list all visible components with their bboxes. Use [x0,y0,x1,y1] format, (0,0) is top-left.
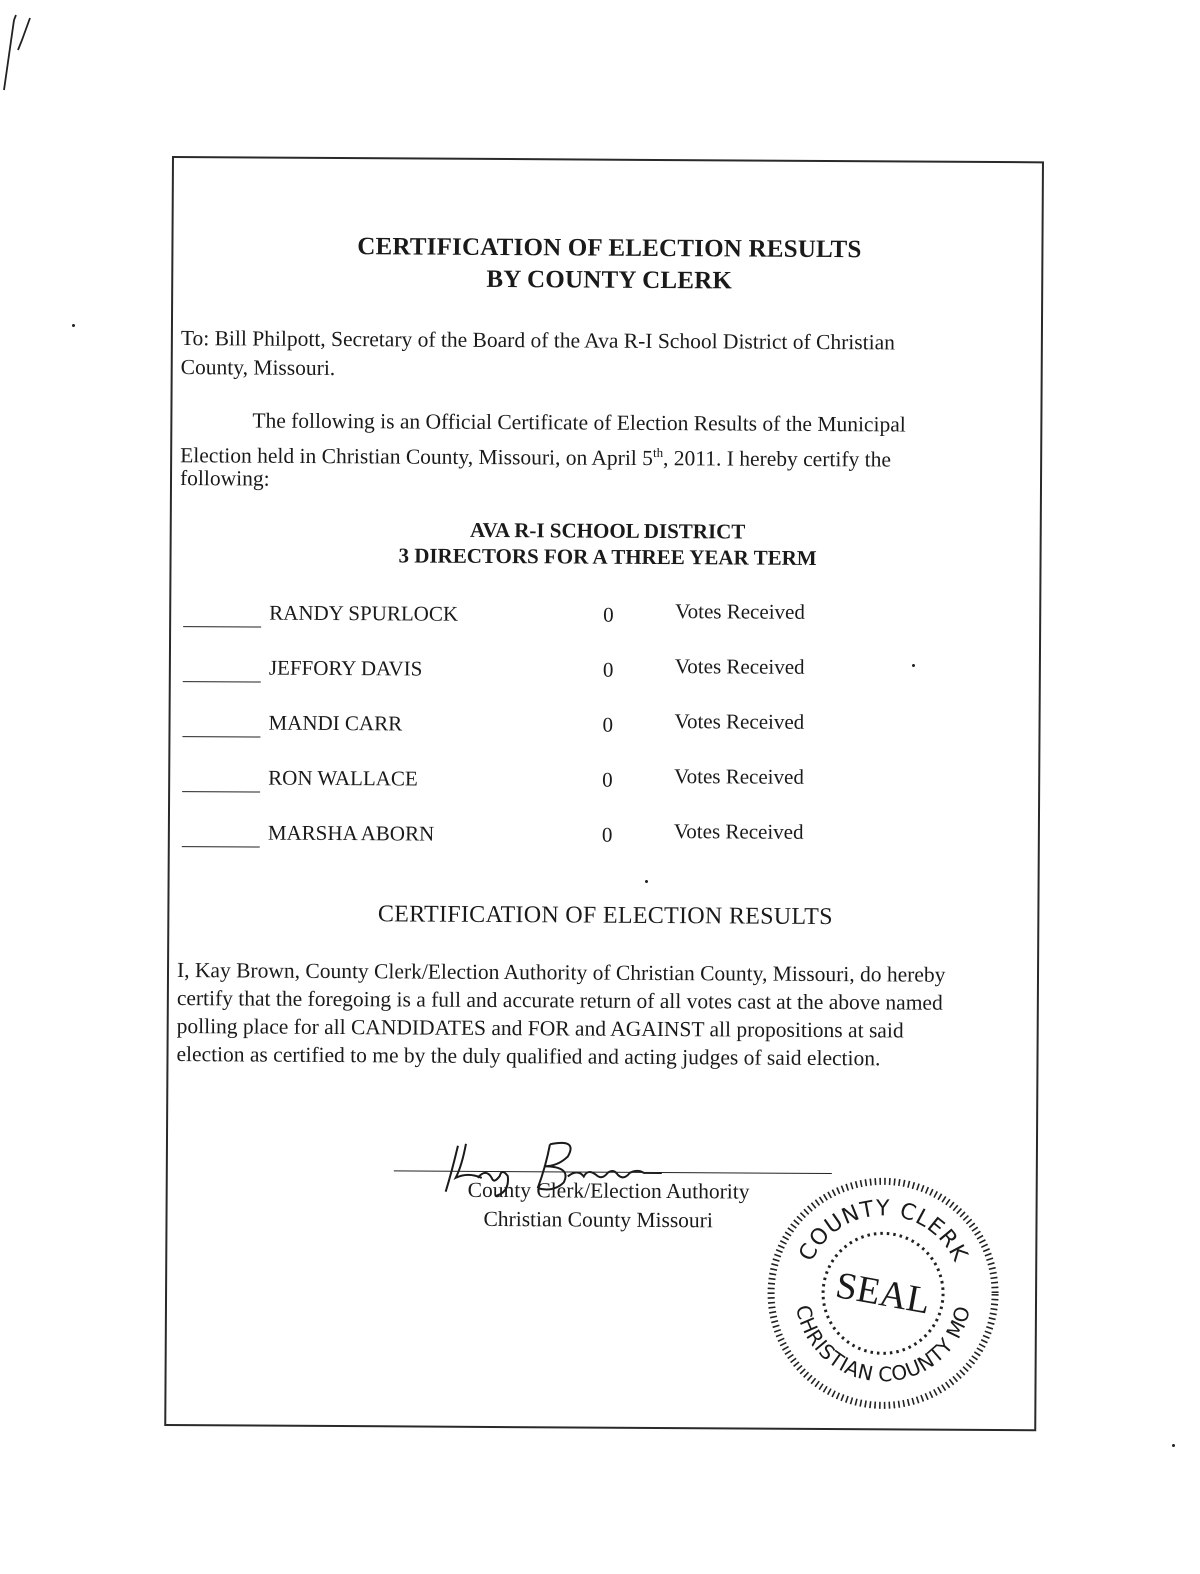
scan-speck [72,324,75,327]
candidate-votes: 0 [603,602,614,627]
candidate-blank-line [182,824,260,847]
candidate-row [183,655,843,691]
scan-speck [1172,1444,1175,1447]
candidate-blank-line [182,769,260,792]
district-title: AVA R-I SCHOOL DISTRICT [470,517,746,544]
signer-title: County Clerk/Election Authority [467,1177,750,1204]
candidate-name: JEFFORY DAVIS [268,655,423,681]
signer-county: Christian County Missouri [483,1206,713,1233]
candidate-name: MANDI CARR [268,710,403,736]
candidate-name: MARSHA ABORN [267,820,435,846]
votes-label: Votes Received [674,654,805,679]
candidate-row [182,710,842,746]
addressee-line: To: Bill Philpott, Secretary of the Board of the Ava R-I School District of Christian [180,326,896,355]
ordinal-suffix: th [652,444,664,461]
candidate-name: RON WALLACE [268,765,418,791]
office-title: 3 DIRECTORS FOR A THREE YEAR TERM [398,543,817,570]
votes-label: Votes Received [673,819,804,844]
scan-corner-mark [0,10,50,100]
candidate-blank-line [182,714,260,737]
candidate-row [183,600,843,636]
votes-label: Votes Received [674,764,804,789]
candidate-votes: 0 [602,712,614,737]
candidate-row [182,820,842,856]
certification-paragraph-line: certify that the foregoing is a full and accurate return of all votes cast at the above named [176,986,943,1015]
certification-heading: CERTIFICATION OF ELECTION RESULTS [377,901,833,931]
svg-text:SEAL: SEAL [832,1264,934,1323]
intro-paragraph-line: Election held in Christian County, Missouri, on April 5th, 2011. I hereby certify the [180,443,891,472]
candidate-votes: 0 [601,822,613,847]
candidate-name: RANDY SPURLOCK [269,600,459,626]
candidate-votes: 0 [602,767,613,792]
certification-paragraph-line: polling place for all CANDIDATES and FOR and AGAINST all propositions at said [176,1014,904,1043]
addressee-line: County, Missouri. [180,355,336,381]
votes-label: Votes Received [675,599,805,624]
certification-paragraph-line: I, Kay Brown, County Clerk/Election Authority of Christian County, Missouri, do hereby [176,958,946,987]
document-title: CERTIFICATION OF ELECTION RESULTS [357,233,862,264]
votes-label: Votes Received [674,709,805,734]
candidate-blank-line [183,659,261,682]
candidate-votes: 0 [602,657,614,682]
candidate-row [182,765,842,801]
certification-paragraph-line: election as certified to me by the duly qualified and acting judges of said election. [176,1042,881,1071]
svg-text:COUNTY CLERK: COUNTY CLERK [794,1196,973,1267]
county-seal-stamp [764,1175,1001,1412]
svg-text:CHRISTIAN COUNTY MO: CHRISTIAN COUNTY MO [790,1302,976,1387]
intro-paragraph-line: following: [179,466,270,491]
intro-paragraph-line: The following is an Official Certificate of Election Results of the Municipal [252,408,906,437]
document-subtitle: BY COUNTY CLERK [486,265,733,295]
candidate-blank-line [183,604,261,627]
certificate-frame [164,156,1044,1431]
